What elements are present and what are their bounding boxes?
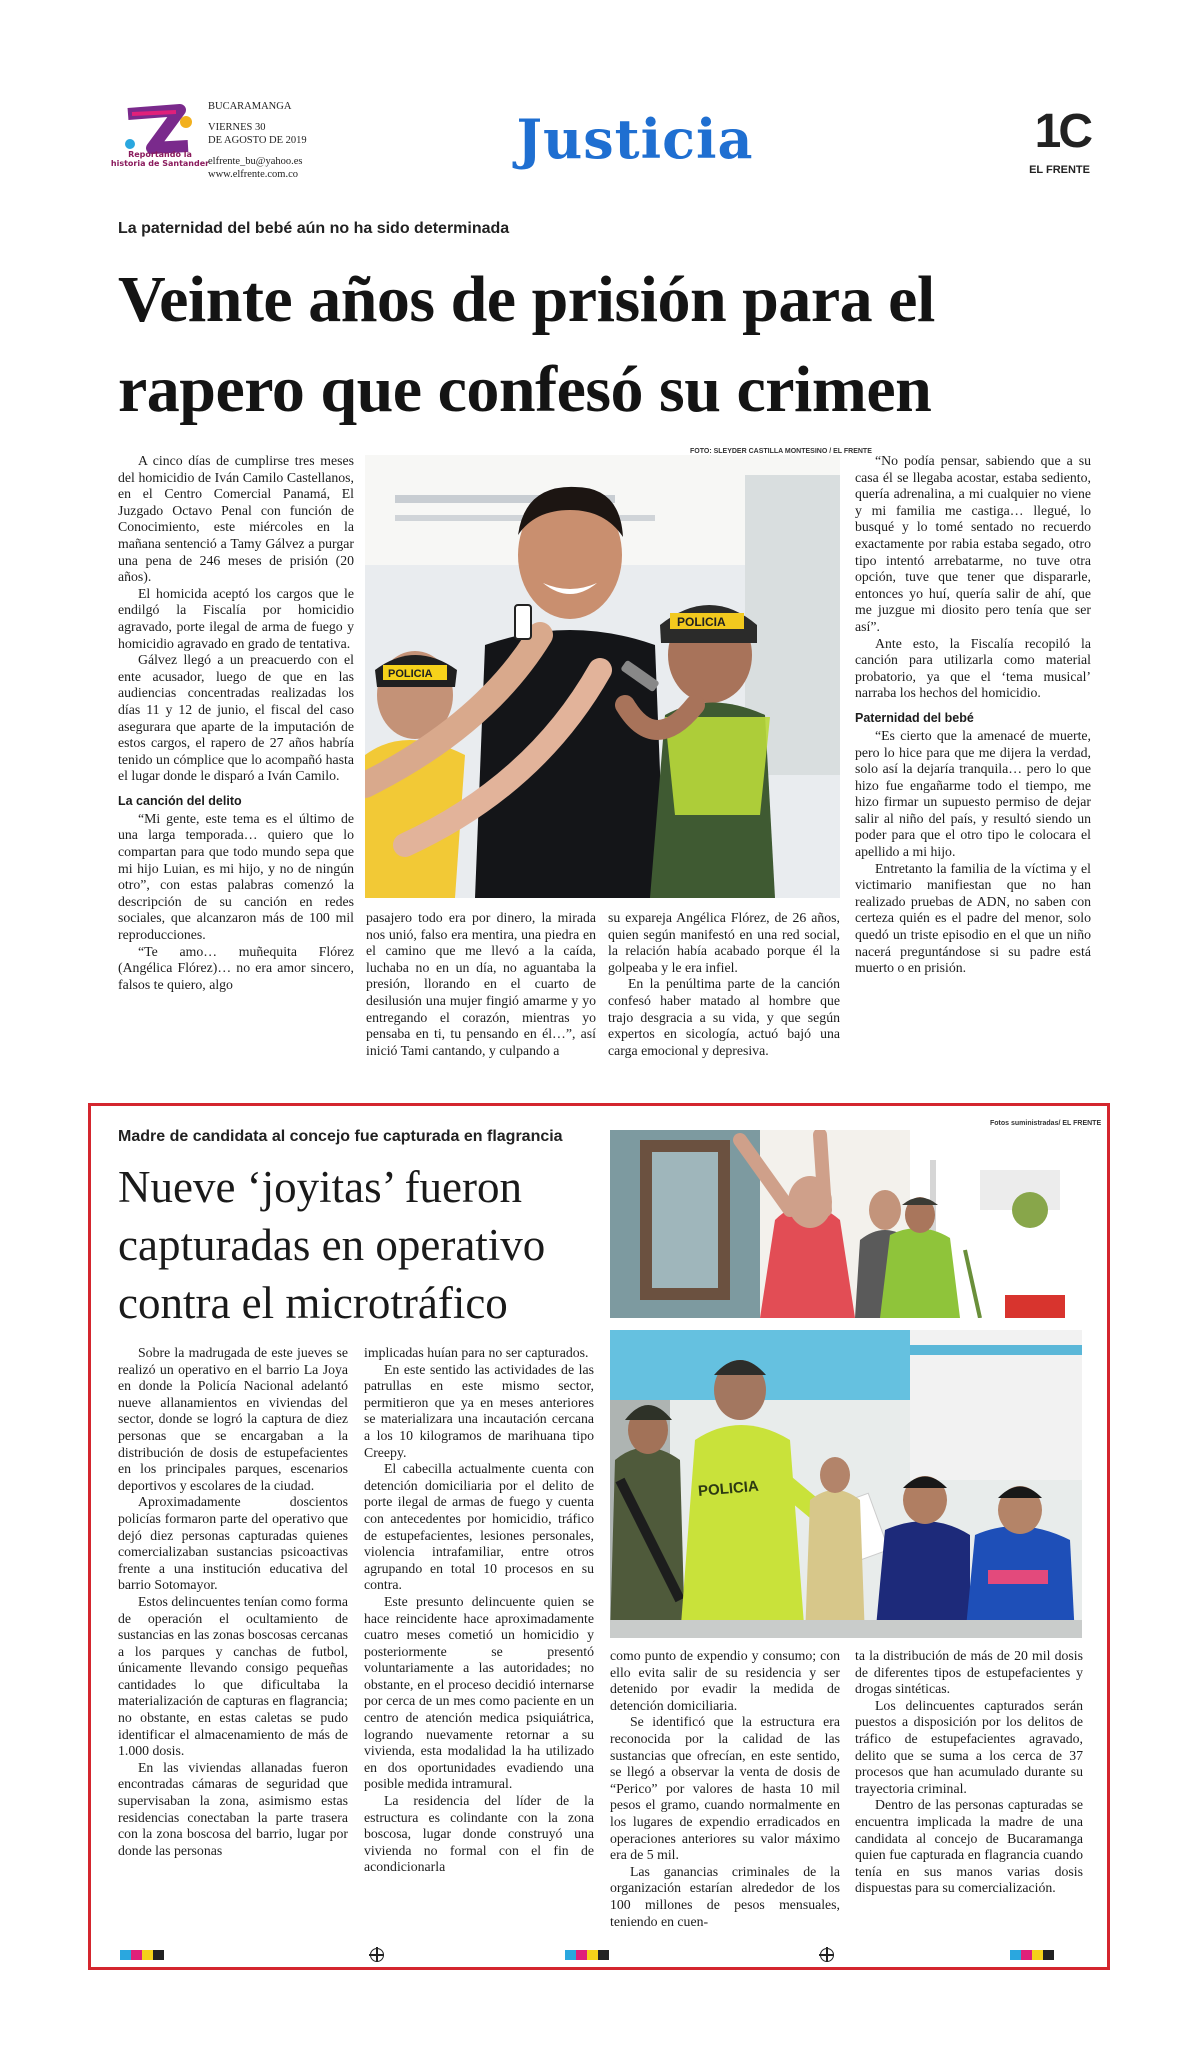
crosshair-icon [370, 1948, 384, 1962]
article2-paragraph: En las viviendas allanadas fueron encontradas cámaras de seguridad que supervisaban la zona, asimismo estas residencias conectaban la parte trasera con la zona boscosa del barrio, lugar por donde las personas [118, 1759, 348, 1858]
article1-paragraph: Gálvez llegó a un preacuerdo con el ente acusador, luego de que en las audiencias concentradas realizadas los días 11 y 12 de junio, el fiscal del caso asegurara que aparte de la imputación de estos cargos, el rapero de 27 años habría tenido un cómplice que lo acompañó hasta el lugar donde le disparó a Iván Camilo. [118, 652, 354, 784]
brand-name: EL FRENTE [1029, 164, 1090, 176]
article2-photo-top [610, 1130, 1082, 1318]
masthead-meta [208, 100, 358, 181]
article2-headline-line3: contra el microtráfico [118, 1278, 508, 1328]
article1-paragraph: “Es cierto que la amenacé de muerte, pero lo hice para que me dijera la verdad, solo así la dejaría tranquila… pero lo que hizo fue engañarme todo el tiempo, me hizo firmar un supuesto permiso de dejar salir al niño del país, y resultó siendo un poder para que el otro tipo le colocara el apellido a mi hijo. [855, 727, 1091, 860]
masthead-website: www.elfrente.com.co [208, 169, 298, 180]
masthead-email: elfrente_bu@yahoo.es [208, 156, 303, 167]
page-number: 1C [1034, 105, 1090, 158]
article2-paragraph: En este sentido las actividades de las patrullas en este mismo sector, permitieron que ya en meses anteriores se materializara una incautación cercana a los 10 kilogramos de marihuana tipo Creepy. [364, 1361, 594, 1460]
article1-paragraph: “Mi gente, este tema es el último de una larga temporada… quiero que lo compartan para que todo mundo sepa que mi hijo Luian, es mi hijo, y no de ningún otro”, con estas palabras comenzó la descripción de su canción en redes sociales, que alcanzaron más de 100 mil reproducciones. [118, 810, 354, 943]
article1-paragraph: su expareja Angélica Flórez, de 26 años, quien según manifestó en una red social, la relación había acabado porque él la golpeaba y le era infiel. [608, 910, 840, 975]
article1-photo [365, 455, 840, 898]
article1-column-3 [608, 910, 840, 1059]
article2-paragraph: Sobre la madrugada de este jueves se realizó un operativo en el barrio La Joya en donde la Policía Nacional adelantó nueve allanamientos en viviendas del sector, donde se logró la captura de diez personas que se encargaban a la distribución de dosis de estupefacientes en los principales parques, escenarios deportivos y escolares de la ciudad. [118, 1345, 348, 1493]
masthead-city: BUCARAMANGA [208, 101, 292, 112]
article2-paragraph: Este presunto delincuente quien se hace reincidente hace aproximadamente cuatro meses cometió un homicidio y posteriormente se presentó voluntariamente a las autoridades; no obstante, en el proceso decidió internarse por cerca de un mes como paciente en un centro de atención medica psiquiátrica, logrando nuevamente retornar a su vivienda, esta modalidad la ha utilizado en dos oportunidades evadiendo una posible medida intramural. [364, 1593, 594, 1792]
photo-cap-label-left: POLICIA [388, 668, 433, 680]
article2-paragraph: Estos delincuentes tenían como forma de operación el ocultamiento de sustancias en las zonas boscosas cercanas a los parques y canchas de futbol, únicamente llevando consigo pequeñas cantidades lo que dificultaba la materialización de capturas en flagrancia; no obstante, en estas caletas se pudo identificar el almacenamiento de más de 1.000 dosis. [118, 1593, 348, 1759]
article1-paragraph: A cinco días de cumplirse tres meses del homicidio de Iván Camilo Castellanos, en el Centro Comercial Panamá, El Juzgado Octavo Penal con función de Conocimiento, este miércoles en la mañana sentenció a Tamy Gálvez a purgar una pena de 246 meses de prisión (20 años). [118, 453, 354, 585]
article2-column-4 [855, 1648, 1083, 1897]
article2-paragraph: La residencia del líder de la estructura es colindante con la zona boscosa, lugar donde construyó una vivienda no formal con el fin de acondicionarla [364, 1793, 594, 1875]
article1-subhead-song: La canción del delito [118, 793, 242, 808]
article1-photo-credit: FOTO: SLEYDER CASTILLA MONTESINO / EL FRENTE [690, 448, 872, 455]
article2-paragraph: como punto de expendio y consumo; con ello evita salir de su residencia y ser detenido por evadir la medida de detención domiciliaria. [610, 1648, 840, 1713]
article2-headline-line1: Nueve ‘joyitas’ fueron [118, 1162, 523, 1212]
photo-cap-label-right: POLICIA [677, 615, 726, 629]
article1-subhead-paternity: Paternidad del bebé [855, 710, 974, 725]
color-registration-mark [565, 1950, 609, 1960]
masthead-date-1: VIERNES 30 [208, 122, 266, 133]
color-registration-mark [1010, 1950, 1054, 1960]
article2-column-3 [610, 1648, 840, 1930]
article2-paragraph: ta la distribución de más de 20 mil dosis de diferentes tipos de estupefacientes y drogas sintéticas. [855, 1648, 1083, 1697]
vest-label: POLICIA [697, 1477, 760, 1501]
article2-paragraph: Los delincuentes capturados serán puestos a disposición por los delitos de tráfico de estupefacientes agravado, delito que se suma a los cerca de 37 procesos que han acumulado durante su trayectoria criminal. [855, 1697, 1083, 1796]
section-title: Justicia [516, 107, 754, 171]
logo-tagline: Reportando la historia de Santander [110, 150, 210, 168]
article1-paragraph: “Te amo… muñequita Flórez (Angélica Flórez)… no era amor sincero, falsos te quiero, algo [118, 943, 354, 992]
article2-paragraph: Se identificó que la estructura era reconocida por la calidad de las sustancias que ofrecían, en este sentido, se llegó a observar la venta de dosis de “Perico” por valores de hasta 10 mil pesos el gramo, cuando normalmente en los lugares de expendio erradicados en operaciones anteriores su valor máximo era de 5 mil. [610, 1714, 840, 1863]
article1-paragraph: En la penúltima parte de la canción confesó haber matado al hombre que trajo desgracia a su vida, y que según expertos en sicología, actuó bajó una carga emocional y depresiva. [608, 976, 840, 1058]
article1-paragraph: Entretanto la familia de la víctima y el victimario manifiestan que no han realizado pruebas de ADN, no saben con certeza quién es el padre del menor, solo quedó un triste episodio en el que un niño nacerá preguntándose si su padre está muerto o en prisión. [855, 860, 1091, 976]
article2-paragraph: Aproximadamente doscientos policías formaron parte del operativo que dejó diez personas capturadas quienes comercializaban sustancias psicoactivas frente a una institución educativa del barrio Sotomayor. [118, 1494, 348, 1593]
article1-headline-line1: Veinte años de prisión para el [118, 263, 935, 336]
article2-headline-line2: capturadas en operativo [118, 1220, 546, 1270]
article1-paragraph: “No podía pensar, sabiendo que a su casa él se llegaba acostar, estaba sediento, quería adrenalina, a mi cualquier no viene y mi familia me castiga… llegué, lo busqué y lo tomé sentado no recuerdo exactamente por rabia estaba segado, otro tipo intentó arrebatarme, no tuve otra opción, tuve que tener que dispararle, entonces yo huí, quería salir de ahí, que me juzgue mi diosito pero tenía que ser así”. [855, 453, 1091, 634]
article1-paragraph: El homicida aceptó los cargos que le endilgó la Fiscalía por homicidio agravado, porte ilegal de arma de fuego y homicidio agravado en grado de tentativa. [118, 585, 354, 651]
article2-paragraph: implicadas huían para no ser capturados. [364, 1345, 589, 1360]
article2-headline [118, 1158, 598, 1332]
article1-headline-line2: rapero que confesó su crimen [118, 353, 932, 426]
article1-column-1 [118, 453, 354, 993]
crosshair-icon [820, 1948, 834, 1962]
article2-photo-bottom [610, 1330, 1082, 1638]
article1-kicker: La paternidad del bebé aún no ha sido determinada [118, 220, 510, 237]
article1-headline [118, 255, 1098, 435]
masthead-date-2: DE AGOSTO DE 2019 [208, 135, 307, 146]
article2-column-1 [118, 1345, 348, 1859]
article2-photo-credit: Fotos suministradas/ EL FRENTE [990, 1120, 1102, 1127]
article1-paragraph: Ante esto, la Fiscalía recopiló la canción para utilizarla como material probatorio, ya que el ‘tema musical’ narraba los hechos del homicidio. [855, 635, 1091, 701]
article1-paragraph: pasajero todo era por dinero, la mirada nos unió, falso era mentira, una piedra en el camino que me llevó a la caída, luchaba no en un día, no aguantaba la presión, llorando en el cuarto de desilusión una mujer fingió amarme y yo entregando el corazón, mientras yo pensaba en ti, tu pensando en él…”, así inició Tami cantando, y culpando a [366, 910, 596, 1058]
article1-column-4 [855, 453, 1091, 977]
article1-column-2 [366, 910, 596, 1059]
article2-column-2 [364, 1345, 594, 1876]
article2-paragraph: Las ganancias criminales de la organización estarían alrededor de los 100 millones de pesos mensuales, teniendo en cuen- [610, 1863, 840, 1929]
article2-paragraph: El cabecilla actualmente cuenta con detención domiciliaria por el delito de porte ilegal de armas de fuego y cuenta con antecedentes por homicidio, tráfico de estupefacientes, lesiones personales, violencia intrafamiliar, entre otros agrupando en total 10 procesos en su contra. [364, 1461, 594, 1593]
color-registration-mark [120, 1950, 164, 1960]
article2-paragraph: Dentro de las personas capturadas se encuentra implicada la madre de una candidata al concejo de Bucaramanga quien fue capturada en flagrancia cuando tenía en sus manos varias dosis dispuestas para su comercialización. [855, 1797, 1083, 1896]
article2-kicker: Madre de candidata al concejo fue capturada en flagrancia [118, 1128, 563, 1145]
